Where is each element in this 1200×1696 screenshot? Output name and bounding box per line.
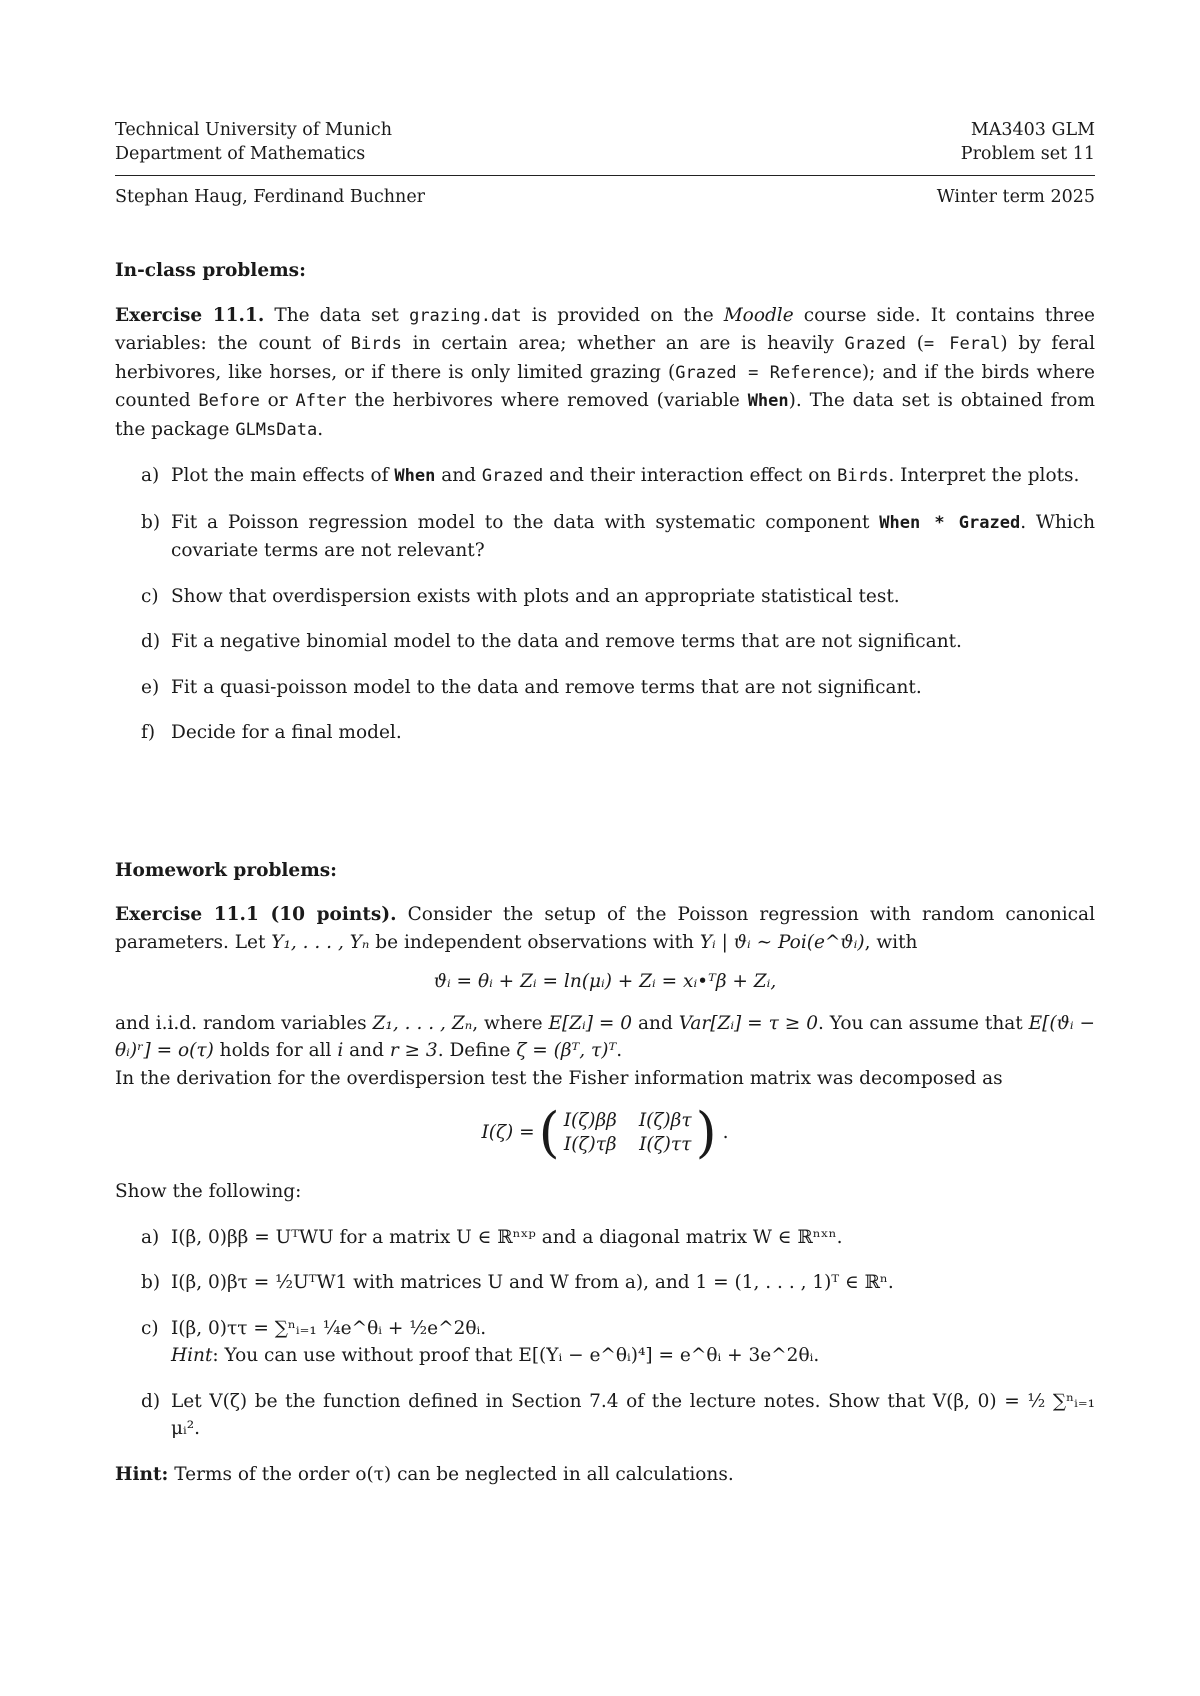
- item-text: [171, 1315, 1095, 1370]
- item-label: d): [141, 631, 161, 652]
- matrix-cell: I(ζ)βτ: [638, 1110, 692, 1131]
- inclass-heading: In-class problems:: [115, 260, 306, 281]
- math-y-distribution: Yᵢ | ϑᵢ ∼ Poi(e^ϑᵢ): [699, 931, 865, 953]
- matrix-cell: I(ζ)ττ: [639, 1134, 692, 1155]
- period: .: [722, 1122, 729, 1144]
- var-birds: Birds: [837, 466, 889, 486]
- matrix-grid: [560, 1109, 696, 1157]
- fisher-matrix: [481, 1101, 729, 1164]
- list-item: [115, 1269, 1095, 1297]
- text-fragment: course side. It contains three variables: the count of: [115, 304, 1095, 354]
- problem-set-number: Problem set 11: [960, 144, 1095, 164]
- list-item: [115, 462, 1095, 491]
- item-label: b): [141, 1272, 161, 1293]
- item-text: I(β, 0)ββ = UᵀWU for a matrix U ∈ ℝⁿˣᵖ and a diagonal matrix W ∈ ℝⁿˣⁿ.: [171, 1226, 843, 1248]
- text-fragment: ); and if the birds where counted: [115, 361, 1095, 411]
- final-hint: [115, 1461, 1095, 1489]
- list-item: [115, 674, 1095, 702]
- equation-theta: ϑᵢ = θᵢ + Zᵢ = ln(μᵢ) + Zᵢ = xᵢ•ᵀβ + Zᵢ,: [433, 971, 777, 992]
- hint-label: Hint: [171, 1345, 213, 1366]
- math-z-sequence: Z₁, . . . , Zₙ: [372, 1012, 473, 1034]
- math-variance-z: Var[Zᵢ] = τ ≥ 0: [678, 1012, 818, 1034]
- item-formula: I(β, 0)ττ = ∑ⁿᵢ₌₁ ¼e^θᵢ + ½e^2θᵢ.: [171, 1317, 487, 1339]
- text-fragment: Plot the main effects of: [171, 465, 395, 486]
- list-item: [115, 509, 1095, 565]
- homework-assumptions: [115, 1010, 1095, 1065]
- text-fragment: (: [905, 333, 924, 354]
- fisher-lhs: I(ζ) =: [481, 1122, 535, 1144]
- homework-exercise-title: Exercise 11.1 (10 points).: [115, 904, 397, 925]
- inclass-exercise-title: Exercise 11.1.: [115, 304, 265, 326]
- header-row-2: [115, 142, 1095, 166]
- list-item: [115, 719, 1095, 747]
- text-fragment: and their interaction effect on: [543, 465, 838, 486]
- item-text: Decide for a final model.: [171, 722, 402, 743]
- text-fragment: , where: [472, 1012, 549, 1034]
- text-fragment: be independent observations with: [369, 931, 700, 953]
- text-fragment: ) by feral herbivores, like horses, or if there is only limited grazing (: [115, 333, 1095, 383]
- math-index-i: i: [337, 1040, 344, 1061]
- var-when: When: [394, 466, 436, 486]
- fisher-text: In the derivation for the overdispersion test the Fisher information matrix was decomposed as: [115, 1067, 1003, 1089]
- math-moment-condition: E[(ϑᵢ − θᵢ)ʳ] = o(τ): [115, 1012, 1095, 1061]
- formula-when-grazed: When * Grazed: [879, 512, 1021, 533]
- text-fragment: and i.i.d. random variables: [115, 1012, 373, 1034]
- item-text: [171, 509, 1095, 565]
- item-label: e): [141, 676, 160, 698]
- final-hint-label: Hint:: [115, 1463, 169, 1485]
- value-before: Before: [198, 391, 260, 411]
- item-text: I(β, 0)βτ = ½UᵀW1 with matrices U and W from a), and 1 = (1, . . . , 1)ᵀ ∈ ℝⁿ.: [171, 1272, 894, 1293]
- text-fragment: Fit a Poisson regression model to the data with systematic component: [171, 511, 880, 533]
- text-fragment: and: [632, 1012, 679, 1034]
- inclass-exercise-paragraph: [115, 302, 1095, 445]
- math-expectation-z: E[Zᵢ] = 0: [548, 1012, 633, 1034]
- item-label: b): [141, 511, 161, 533]
- final-hint-text: Terms of the order o(τ) can be neglected in all calculations.: [168, 1463, 734, 1485]
- text-fragment: or: [259, 390, 296, 411]
- moodle-word: Moodle: [723, 304, 794, 326]
- list-item: [115, 1315, 1095, 1370]
- list-item: [115, 583, 1095, 611]
- var-when: When: [747, 391, 789, 411]
- text-fragment: in certain area; whether an are is heavily: [401, 333, 845, 354]
- text-fragment: ). The data set is obtained from the package: [115, 390, 1095, 440]
- math-y-sequence: Y₁, . . . , Yₙ: [271, 931, 370, 953]
- header-row-1: [115, 118, 1095, 142]
- value-after: After: [295, 391, 347, 411]
- var-grazed: Grazed: [481, 466, 544, 486]
- right-paren: ): [695, 1101, 717, 1164]
- item-label: f): [141, 722, 156, 743]
- text-fragment: and: [343, 1040, 390, 1061]
- document-page: [115, 118, 1095, 1488]
- homework-heading: Homework problems:: [115, 859, 338, 881]
- item-label: d): [141, 1390, 161, 1412]
- authors: Stephan Haug, Ferdinand Buchner: [115, 187, 426, 207]
- item-label: a): [141, 465, 160, 486]
- text-fragment: is provided on the: [521, 304, 724, 326]
- item-text: [171, 462, 1095, 491]
- course-code: MA3403 GLM: [970, 120, 1095, 140]
- matrix-cell: I(ζ)τβ: [563, 1134, 617, 1155]
- text-fragment: . Interpret the plots.: [888, 465, 1080, 486]
- homework-exercise-paragraph: [115, 901, 1095, 956]
- university-name: Technical University of Munich: [115, 120, 392, 140]
- header-row-3: [115, 185, 1095, 209]
- list-item: [115, 628, 1095, 656]
- text-fragment: , with: [864, 931, 918, 953]
- text-fragment: .: [317, 418, 324, 440]
- item-text: Show that overdispersion exists with plots and an appropriate statistical test.: [171, 585, 900, 607]
- item-text: Let V(ζ) be the function defined in Section 7.4 of the lecture notes. Show that V(β, 0) = ½ ∑ⁿᵢ₌₁ μᵢ².: [171, 1390, 1095, 1439]
- show-following: Show the following:: [115, 1181, 302, 1202]
- var-birds: Birds: [350, 334, 402, 354]
- item-text: Fit a negative binomial model to the data and remove terms that are not significant.: [171, 631, 962, 652]
- text-fragment: . Which covariate terms are not relevant?: [171, 511, 1095, 561]
- item-label: a): [141, 1226, 160, 1248]
- math-zeta-definition: ζ = (βᵀ, τ)ᵀ: [516, 1040, 617, 1061]
- hint-text: : You can use without proof that E[(Yᵢ − e^θᵢ)⁴] = e^θᵢ + 3e^2θᵢ.: [212, 1345, 820, 1366]
- text-fragment: the herbivores where removed (variable: [346, 390, 748, 411]
- text-fragment: .: [616, 1040, 623, 1061]
- matrix-cell: I(ζ)ββ: [563, 1110, 617, 1131]
- package-name: GLMsData: [235, 419, 318, 440]
- text-fragment: The data set: [264, 304, 410, 326]
- list-item: [115, 1224, 1095, 1252]
- inclass-item-list: [115, 462, 1095, 747]
- text-fragment: . Define: [437, 1040, 517, 1061]
- fisher-matrix-equation: [115, 1101, 1095, 1164]
- homework-item-list: [115, 1224, 1095, 1443]
- text-fragment: . You can assume that: [817, 1012, 1029, 1034]
- value-reference: Grazed = Reference: [675, 362, 862, 383]
- var-grazed: Grazed: [844, 334, 906, 354]
- text-fragment: and: [435, 465, 482, 486]
- text-fragment: Consider the setup of the Poisson regression with random canonical parameters. Let: [115, 904, 1095, 953]
- math-r-condition: r ≥ 3: [389, 1040, 438, 1061]
- header-divider: [115, 175, 1095, 176]
- item-label: c): [141, 1317, 159, 1339]
- list-item: [115, 1388, 1095, 1443]
- left-paren: (: [538, 1101, 560, 1164]
- item-label: c): [141, 585, 159, 607]
- text-fragment: holds for all: [213, 1040, 338, 1061]
- value-feral: = Feral: [923, 334, 1001, 354]
- item-text: Fit a quasi-poisson model to the data and remove terms that are not significant.: [171, 676, 922, 698]
- department-name: Department of Mathematics: [115, 144, 366, 164]
- term: Winter term 2025: [936, 187, 1095, 207]
- dataset-filename: grazing.dat: [409, 305, 522, 326]
